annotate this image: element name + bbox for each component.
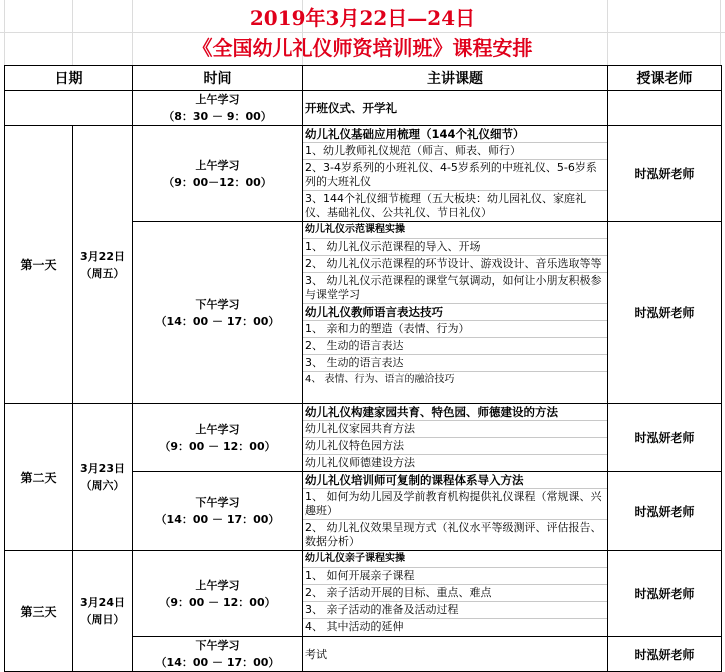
table-row xyxy=(5,404,722,472)
table-row xyxy=(5,551,722,637)
session-time: （14：00 － 17：00） xyxy=(155,513,280,526)
topic-line: 1、 如何为幼儿园及学前教育机构提供礼仪课程（常规课、兴趣班） xyxy=(303,489,607,520)
session-label: 上午学习 xyxy=(195,93,240,106)
session-time: （9：00 － 12：00） xyxy=(159,439,276,453)
topic-cell xyxy=(303,404,608,472)
time-cell xyxy=(133,404,303,472)
topic-line: 3、 亲子活动的准备及活动过程 xyxy=(303,602,607,619)
topic-cell: 考试 xyxy=(303,637,608,672)
day-label: 第一天 xyxy=(5,126,73,404)
sheet-gridline xyxy=(0,32,725,33)
table-row xyxy=(5,91,722,126)
topic-heading: 幼儿礼仪培训师可复制的课程体系导入方法 xyxy=(303,472,607,489)
session-label: 下午学习 xyxy=(195,297,240,311)
topic-heading: 幼儿礼仪基础应用梳理（144个礼仪细节） xyxy=(303,126,607,143)
date-cell xyxy=(73,126,133,404)
day-label: 第三天 xyxy=(5,551,73,672)
time-cell xyxy=(133,551,303,637)
session-label: 下午学习 xyxy=(195,639,240,652)
session-label: 上午学习 xyxy=(195,578,240,592)
weekday-label: （周六） xyxy=(80,479,125,492)
topic-line: 幼儿礼仪家园共育方法 xyxy=(303,421,607,438)
header-row xyxy=(5,66,722,91)
time-cell xyxy=(133,222,303,404)
topic-heading: 幼儿礼仪示范课程实操 xyxy=(303,222,607,239)
topic-line: 1、 幼儿礼仪示范课程的导入、开场 xyxy=(303,239,607,256)
header-teacher: 授课老师 xyxy=(608,66,722,91)
topic-line: 2、3-4岁系列的小班礼仪、4-5岁系列的中班礼仪、5-6岁系列的大班礼仪 xyxy=(303,160,607,191)
topic-line: 2、 生动的语言表达 xyxy=(303,338,607,355)
time-cell xyxy=(133,126,303,222)
page-title: 2019年3月22日—24日 xyxy=(249,6,476,30)
topic-line: 2、 幼儿礼仪示范课程的环节设计、游戏设计、音乐选取等等 xyxy=(303,256,607,273)
teacher-cell: 时泓妍老师 xyxy=(608,472,722,551)
topic-line: 3、 生动的语言表达 xyxy=(303,355,607,372)
topic-line: 1、幼儿教师礼仪规范（师言、师表、师行） xyxy=(303,143,607,160)
header-topic: 主讲课题 xyxy=(303,66,608,91)
topic-cell xyxy=(303,126,608,222)
session-time: （9：00－12：00） xyxy=(163,175,272,189)
teacher-cell: 时泓妍老师 xyxy=(608,126,722,222)
session-time: （14：00 － 17：00） xyxy=(155,314,280,328)
topic-line: 3、 幼儿礼仪示范课程的课堂气氛调动，如何让小朋友积极参与课堂学习 xyxy=(303,273,607,304)
topic-line: 1、 如何开展亲子课程 xyxy=(303,568,607,585)
topic-cell: 开班仪式、开学礼 xyxy=(303,91,608,126)
date-label: 3月23日 xyxy=(80,462,125,475)
topic-line: 3、144个礼仪细节梳理（五大板块：幼儿园礼仪、家庭礼仪、基础礼仪、公共礼仪、节日礼仪） xyxy=(305,192,586,219)
topic-line: 幼儿礼仪特色园方法 xyxy=(303,438,607,455)
teacher-cell: 时泓妍老师 xyxy=(608,637,722,672)
date-cell xyxy=(73,404,133,551)
time-cell xyxy=(133,472,303,551)
topic-line: 2、 亲子活动开展的目标、重点、难点 xyxy=(303,585,607,602)
weekday-label: （周五） xyxy=(80,266,125,280)
topic-line: 幼儿礼仪师德建设方法 xyxy=(305,456,415,469)
topic-heading: 幼儿礼仪教师语言表达技巧 xyxy=(303,304,607,321)
session-label: 上午学习 xyxy=(195,422,240,436)
schedule-table xyxy=(4,65,722,672)
topic-line: 1、 亲和力的塑造（表情、行为） xyxy=(303,321,607,338)
time-cell xyxy=(133,637,303,672)
session-time: （14：00 － 17：00） xyxy=(155,656,280,669)
session-label: 上午学习 xyxy=(195,158,240,172)
session-label: 下午学习 xyxy=(195,496,240,509)
topic-line: 4、 其中活动的延伸 xyxy=(305,620,404,633)
topic-cell xyxy=(303,472,608,551)
topic-cell xyxy=(303,551,608,637)
topic-line: 4、 表情、行为、语言的融洽技巧 xyxy=(305,374,455,385)
topic-line: 2、 幼儿礼仪效果呈现方式（礼仪水平等级测评、评估报告、数据分析） xyxy=(305,521,602,548)
header-time: 时间 xyxy=(133,66,303,91)
table-row xyxy=(5,126,722,222)
empty-cell xyxy=(608,91,722,126)
session-time: （8：30 － 9：00） xyxy=(163,110,272,123)
date-cell xyxy=(73,551,133,672)
topic-cell xyxy=(303,222,608,404)
date-label: 3月24日 xyxy=(80,596,125,609)
day-label: 第二天 xyxy=(5,404,73,551)
topic-heading: 幼儿礼仪构建家园共育、特色园、师德建设的方法 xyxy=(303,404,607,421)
time-cell xyxy=(133,91,303,126)
weekday-label: （周日） xyxy=(80,613,125,626)
topic-heading: 幼儿礼仪亲子课程实操 xyxy=(303,551,607,568)
empty-cell xyxy=(5,91,133,126)
teacher-cell: 时泓妍老师 xyxy=(608,404,722,472)
session-time: （9：00 － 12：00） xyxy=(159,595,276,609)
page-subtitle: 《全国幼儿礼仪师资培训班》课程安排 xyxy=(192,36,533,60)
date-label: 3月22日 xyxy=(80,249,125,263)
teacher-cell: 时泓妍老师 xyxy=(608,222,722,404)
header-date: 日期 xyxy=(5,66,133,91)
teacher-cell: 时泓妍老师 xyxy=(608,551,722,637)
